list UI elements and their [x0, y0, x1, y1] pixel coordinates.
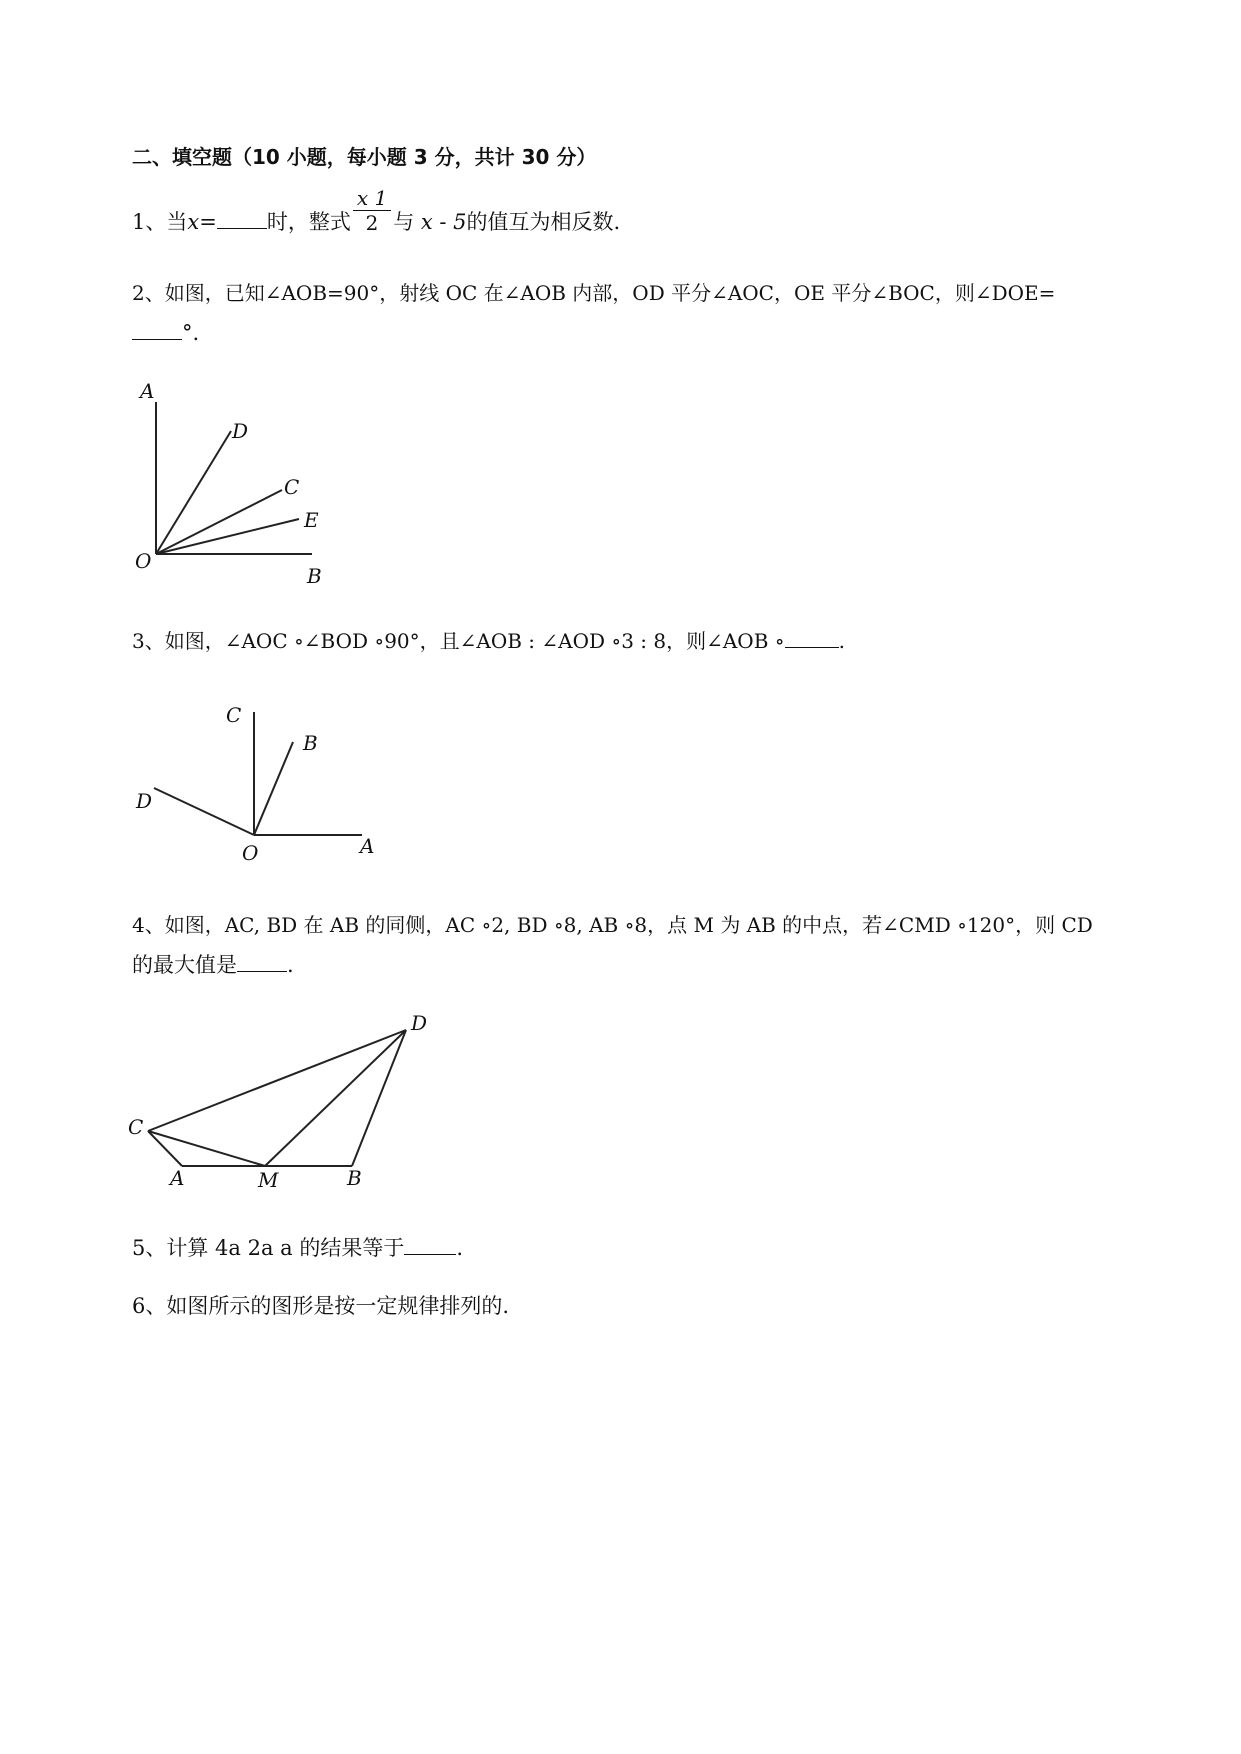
label-A: A: [360, 834, 375, 858]
label-O: O: [242, 841, 259, 865]
q1-answer-blank[interactable]: [217, 208, 267, 229]
q5-tail: .: [456, 1236, 464, 1260]
q1-after-blank: 时，整式: [266, 210, 351, 234]
label-C: C: [128, 1115, 144, 1139]
segment-MD: [265, 1030, 406, 1166]
q1-mid: 与: [393, 210, 415, 234]
q1-tail: 的值互为相反数.: [466, 210, 621, 234]
label-B: B: [307, 564, 322, 588]
q1-equals: =: [199, 210, 217, 234]
q5-answer-blank[interactable]: [404, 1234, 456, 1255]
figure-3-triangles: [128, 1010, 448, 1200]
q4-tail: .: [287, 953, 294, 977]
figure-1-angles: [130, 380, 360, 600]
question-5: [132, 1233, 463, 1263]
label-C: C: [284, 475, 300, 499]
question-6: 6、如图所示的图形是按一定规律排列的.: [132, 1294, 510, 1318]
question-4-line2: [132, 950, 294, 980]
label-D: D: [232, 419, 249, 443]
q4-line2-text: 的最大值是: [132, 953, 237, 977]
q1-expression: x - 5: [420, 210, 467, 234]
q2-answer-blank[interactable]: [132, 319, 182, 340]
label-A: A: [170, 1166, 185, 1190]
question-2-line2: [132, 318, 199, 348]
ray-OD: [154, 788, 254, 835]
ray-OB: [254, 742, 293, 835]
segment-CD: [148, 1030, 406, 1131]
label-A: A: [140, 379, 155, 403]
question-3: [132, 626, 845, 656]
question-4-line1: 4、如图，AC, BD 在 AB 的同侧，AC ∘2, BD ∘8, AB ∘8，点 M 为 AB 的中点，若∠CMD ∘120°，则 CD: [132, 913, 1093, 937]
q1-number: 1、当: [132, 210, 188, 234]
label-D: D: [411, 1011, 428, 1035]
ray-OE: [156, 519, 299, 554]
q5-text: 5、计算 4a 2a a 的结果等于: [132, 1236, 405, 1260]
label-O: O: [135, 549, 152, 573]
q2-tail: °.: [182, 321, 200, 345]
label-C: C: [226, 703, 242, 727]
label-D: D: [136, 789, 153, 813]
q1-fraction: [353, 186, 391, 235]
q3-text: 3、如图，∠AOC ∘∠BOD ∘90°，且∠AOB : ∠AOD ∘3 : 8，则∠AOB ∘: [132, 629, 785, 653]
q3-answer-blank[interactable]: [785, 627, 839, 648]
question-2-line1: 2、如图，已知∠AOB=90°，射线 OC 在∠AOB 内部，OD 平分∠AOC，OE 平分∠BOC，则∠DOE=: [132, 281, 1056, 305]
q3-tail: .: [838, 629, 845, 653]
label-B: B: [303, 731, 318, 755]
segment-BD: [352, 1030, 406, 1166]
label-E: E: [304, 508, 319, 532]
label-B: B: [347, 1166, 362, 1190]
q1-frac-numerator: x 1: [353, 186, 391, 211]
q1-frac-denominator: 2: [365, 211, 379, 235]
question-1: [132, 186, 621, 237]
q4-answer-blank[interactable]: [237, 951, 287, 972]
section-title: 二、填空题（10 小题，每小题 3 分，共计 30 分）: [132, 145, 597, 169]
label-M: M: [258, 1168, 279, 1192]
q1-var: x: [187, 210, 200, 234]
figure-2-angles: [130, 700, 390, 870]
